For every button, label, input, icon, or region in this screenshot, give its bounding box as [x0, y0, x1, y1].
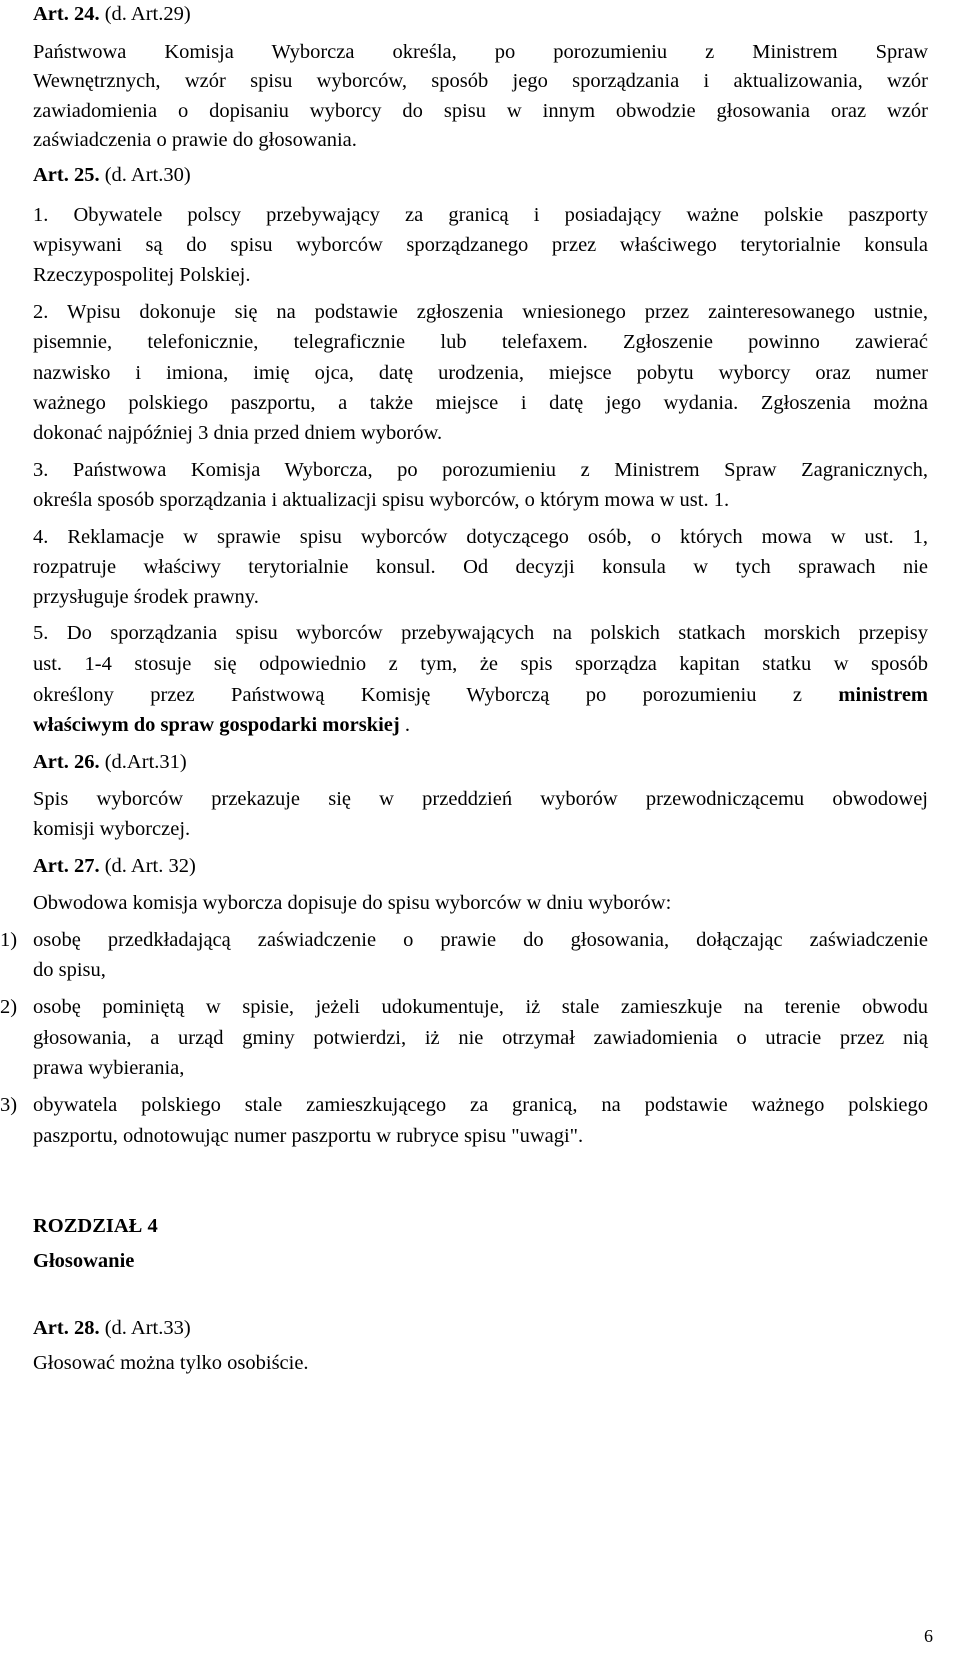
article-number: Art. 24.: [33, 3, 100, 25]
list-item-1-line-1: osobę przedkładającą zaświadczenie o prawie do głosowania, dołączając zaświadczenie: [33, 929, 928, 951]
list-item-2-number: 2): [0, 996, 18, 1018]
chapter-title: Głosowanie: [33, 1250, 135, 1272]
art27-heading: [33, 856, 196, 877]
list-item-2-line-2: głosowania, a urząd gminy potwierdzi, iż nie otrzymał zawiadomienia o utracie przez nią: [33, 1027, 928, 1049]
art25-p2-line-2: pisemnie, telefonicznie, telegraficznie lub telefaxem. Zgłoszenie powinno zawierać: [33, 331, 928, 353]
art24-line-3: zawiadomienia o dopisaniu wyborcy do spisu w innym obwodzie głosowania oraz wzór: [33, 100, 928, 122]
art24-line-2: Wewnętrznych, wzór spisu wyborców, sposób jego sporządzania i aktualizowania, wzór: [33, 70, 928, 92]
art25-p5-line-4: [33, 715, 410, 736]
list-item-1-line-2: do spisu,: [33, 959, 106, 981]
art25-p2-line-4: ważnego polskiego paszportu, a także miejsce i datę jego wydania. Zgłoszenia można: [33, 392, 928, 414]
art25-p5-line-1: 5. Do sporządzania spisu wyborców przebywających na polskich statkach morskich przepisy: [33, 622, 928, 644]
article-number: Art. 25.: [33, 164, 100, 186]
art24-heading: [33, 4, 191, 25]
article-number: Art. 26.: [33, 751, 100, 773]
art25-p1-line-1: 1. Obywatele polscy przebywający za granicą i posiadający ważne polskie paszporty: [33, 204, 928, 226]
p5-line-3-text: określony przez Państwową Komisję Wyborczą po porozumieniu z: [33, 684, 839, 706]
art27-intro: Obwodowa komisja wyborcza dopisuje do spisu wyborców w dniu wyborów:: [33, 892, 672, 914]
art26-line-1: Spis wyborców przekazuje się w przeddzień wyborów przewodniczącemu obwodowej: [33, 788, 928, 810]
article-reference: (d. Art.29): [99, 3, 191, 25]
art25-p2-line-5: dokonać najpóźniej 3 dnia przed dniem wyborów.: [33, 422, 443, 444]
art25-heading: [33, 165, 191, 186]
art28-heading: [33, 1318, 191, 1339]
chapter-label: ROZDZIAŁ 4: [33, 1215, 158, 1237]
article-reference: (d. Art.30): [99, 164, 191, 186]
art25-p1-line-2: wpisywani są do spisu wyborców sporządzanego przez właściwego terytorialnie konsula: [33, 234, 928, 256]
art25-p5-line-3: [33, 685, 928, 706]
p5-line-4-text: .: [399, 714, 410, 736]
art25-p2-line-3: nazwisko i imiona, imię ojca, datę urodzenia, miejsce pobytu wyborcy oraz numer: [33, 362, 928, 384]
article-number: Art. 28.: [33, 1317, 100, 1339]
art25-p4-line-3: przysługuje środek prawny.: [33, 586, 259, 608]
art25-p2-line-1: 2. Wpisu dokonuje się na podstawie zgłoszenia wniesionego przez zainteresowanego ustnie,: [33, 301, 928, 323]
article-reference: (d. Art.33): [99, 1317, 191, 1339]
art26-line-2: komisji wyborczej.: [33, 818, 191, 840]
art25-p4-line-2: rozpatruje właściwy terytorialnie konsul. Od decyzji konsula w tych sprawach nie: [33, 556, 928, 578]
art24-line-4: zaświadczenia o prawie do głosowania.: [33, 129, 357, 151]
page-number: 6: [924, 1626, 933, 1646]
list-item-3-line-2: paszportu, odnotowując numer paszportu w rubryce spisu "uwagi".: [33, 1125, 584, 1147]
art26-heading: [33, 752, 187, 773]
art24-line-1: Państwowa Komisja Wyborcza określa, po porozumieniu z Ministrem Spraw: [33, 41, 928, 63]
art25-p1-line-3: Rzeczypospolitej Polskiej.: [33, 264, 251, 286]
article-reference: (d.Art.31): [99, 751, 187, 773]
art25-p3-line-1: 3. Państwowa Komisja Wyborcza, po porozumieniu z Ministrem Spraw Zagranicznych,: [33, 459, 928, 481]
art25-p4-line-1: 4. Reklamacje w sprawie spisu wyborców dotyczącego osób, o których mowa w ust. 1,: [33, 526, 928, 548]
list-item-3-line-1: obywatela polskiego stale zamieszkującego za granicą, na podstawie ważnego polskiego: [33, 1094, 928, 1116]
p5-line-3-bold: ministrem: [838, 684, 928, 706]
list-item-1-number: 1): [0, 929, 18, 951]
list-item-3-number: 3): [0, 1094, 18, 1116]
art28-text: Głosować można tylko osobiście.: [33, 1352, 309, 1374]
article-number: Art. 27.: [33, 855, 100, 877]
article-reference: (d. Art. 32): [99, 855, 196, 877]
art25-p3-line-2: określa sposób sporządzania i aktualizacji spisu wyborców, o którym mowa w ust. 1.: [33, 489, 730, 511]
p5-line-4-bold: właściwym do spraw gospodarki morskiej: [33, 714, 400, 736]
list-item-2-line-1: osobę pominiętą w spisie, jeżeli udokumentuje, iż stale zamieszkuje na terenie obwodu: [33, 996, 928, 1018]
art25-p5-line-2: ust. 1-4 stosuje się odpowiednio z tym, że spis sporządza kapitan statku w sposób: [33, 653, 928, 675]
list-item-2-line-3: prawa wybierania,: [33, 1057, 185, 1079]
